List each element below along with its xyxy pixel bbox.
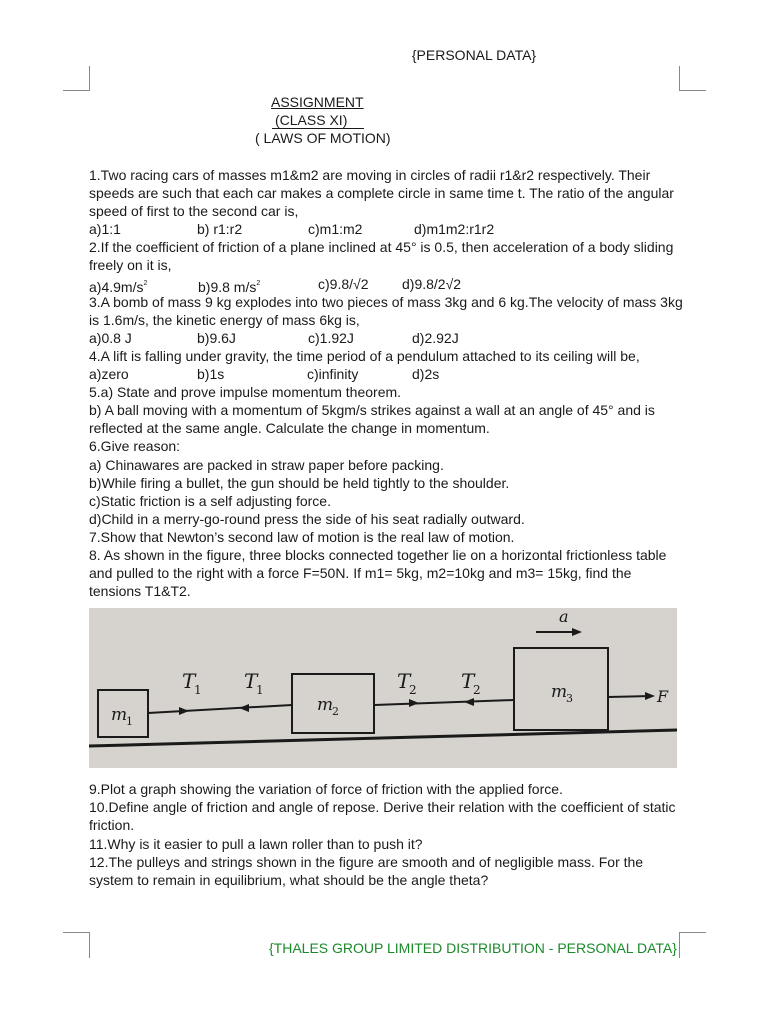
- option-a: a)1:1: [89, 221, 121, 238]
- arrow-force: [645, 692, 655, 700]
- arrow-t2-right: [409, 699, 419, 707]
- crop-mark-top-left: [89, 66, 90, 90]
- option-b: b)9.6J: [197, 329, 236, 346]
- question-7: 7.Show that Newton’s second law of motion is the real law of motion.: [89, 528, 515, 545]
- question-6d: d)Child in a merry-go-round press the side of his seat radially outward.: [89, 510, 525, 527]
- t2-label-left: T: [397, 669, 411, 694]
- table-surface: [89, 730, 677, 746]
- question-3: 3.A bomb of mass 9 kg explodes into two pieces of mass 3kg and 6 kg.The velocity of mass 3kg is 1.6m/s, the kinetic energy of mass 6kg is,: [89, 293, 683, 328]
- string-2: [374, 700, 514, 705]
- option-b-text: b)9.8 m/s: [198, 278, 257, 295]
- question-4-options: [89, 365, 684, 383]
- option-c: c)infinity: [307, 366, 359, 383]
- crop-mark-bottom-right-v: [679, 932, 680, 958]
- accel-arrowhead: [572, 628, 582, 636]
- question-6b: b)While firing a bullet, the gun should be held tightly to the shoulder.: [89, 474, 510, 491]
- m3-sub: 3: [566, 692, 573, 706]
- t1-sub-right: 1: [256, 683, 264, 698]
- question-list: [89, 166, 684, 889]
- accel-label: a: [559, 608, 569, 627]
- option-d: d)9.8/2√2: [402, 275, 462, 292]
- crop-mark-top-left-h: [63, 90, 90, 91]
- question-4: 4.A lift is falling under gravity, the time period of a pendulum attached to its ceiling will be,: [89, 347, 640, 364]
- option-d: d)2s: [412, 366, 440, 383]
- option-a: [89, 275, 147, 296]
- question-5b: b) A ball moving with a momentum of 5kgm/s strikes against a wall at an angle of 45° and is reflected at the same angle. Calculate the change in momentum.: [89, 402, 655, 437]
- arrow-t2-left: [464, 698, 474, 706]
- topic-label: ( LAWS OF MOTION): [255, 130, 391, 146]
- question-1: 1.Two racing cars of masses m1&m2 are moving in circles of radii r1&r2 respectively. Their speeds are such that each car makes a complete circle in same time t. The ratio of the angular speed of first to the second car is,: [89, 167, 674, 220]
- force-line: [608, 696, 651, 697]
- question-6-title: 6.Give reason:: [89, 438, 181, 455]
- question-12: 12.The pulleys and strings shown in the figure are smooth and of negligible mass. For the system to remain in equilibrium, what should be the angle theta?: [89, 853, 644, 888]
- blocks-figure: [89, 608, 677, 768]
- arrow-t1-left: [239, 704, 249, 712]
- blocks-diagram: [89, 608, 677, 768]
- option-c: c)1.92J: [308, 329, 354, 346]
- option-b: b)1s: [197, 366, 225, 383]
- crop-mark-bottom-left: [63, 932, 90, 933]
- option-a: a)zero: [89, 366, 129, 383]
- header-label: {PERSONAL DATA}: [411, 47, 537, 63]
- option-b: b) r1:r2: [197, 221, 243, 238]
- crop-mark-bottom-right: [679, 932, 706, 933]
- t1-label-right: T: [244, 669, 258, 694]
- option-d: d)m1m2:r1r2: [414, 221, 495, 238]
- option-b: [198, 275, 260, 296]
- arrow-t1-right: [179, 707, 189, 715]
- question-1-options: [89, 220, 684, 238]
- question-2: 2.If the coefficient of friction of a plane inclined at 45° is 0.5, then acceleration of a body sliding freely on it is,: [89, 239, 674, 274]
- superscript: 2: [256, 279, 261, 287]
- t2-sub-left: 2: [409, 683, 417, 698]
- t2-sub-right: 2: [473, 683, 481, 698]
- force-label: F: [657, 687, 669, 707]
- option-c: c)9.8/√2: [318, 275, 369, 292]
- m2-sub: 2: [332, 705, 339, 719]
- superscript: 2: [143, 279, 148, 287]
- string-1: [148, 705, 292, 713]
- question-2-options: [89, 275, 684, 293]
- m1-label: m: [111, 705, 128, 726]
- m3-label: m: [551, 682, 568, 703]
- crop-mark-bottom-left-v: [89, 932, 90, 958]
- option-a-text: a)4.9m/s: [89, 278, 144, 295]
- footer-label: {THALES GROUP LIMITED DISTRIBUTION - PERSONAL DATA}: [269, 940, 677, 956]
- option-c: c)m1:m2: [308, 221, 363, 238]
- question-6a: a) Chinawares are packed in straw paper before packing.: [89, 456, 444, 473]
- crop-mark-top-right: [679, 66, 680, 90]
- t1-label-left: T: [182, 669, 196, 694]
- question-9: 9.Plot a graph showing the variation of force of friction with the applied force.: [89, 781, 563, 798]
- option-a: a)0.8 J: [89, 329, 132, 346]
- crop-mark-top-right-h: [679, 90, 706, 91]
- m1-sub: 1: [126, 715, 133, 729]
- assignment-title: ASSIGNMENT: [271, 94, 364, 110]
- question-3-options: [89, 329, 684, 347]
- option-d: d)2.92J: [412, 329, 459, 346]
- class-label: (CLASS XI): [275, 112, 348, 128]
- t2-label-right: T: [461, 669, 475, 694]
- question-10: 10.Define angle of friction and angle of repose. Derive their relation with the coefficient of static friction.: [89, 799, 676, 834]
- question-8: 8. As shown in the figure, three blocks connected together lie on a horizontal frictionless table and pulled to the right with a force F=50N. If m1= 5kg, m2=10kg and m3= 15kg, find the tensions T1&T2.: [89, 546, 667, 600]
- question-11: 11.Why is it easier to pull a lawn roller than to push it?: [89, 835, 423, 852]
- question-6c: c)Static friction is a self adjusting force.: [89, 492, 331, 509]
- question-5a: 5.a) State and prove impulse momentum theorem.: [89, 384, 402, 401]
- m2-label: m: [317, 695, 334, 716]
- t1-sub-left: 1: [194, 683, 202, 698]
